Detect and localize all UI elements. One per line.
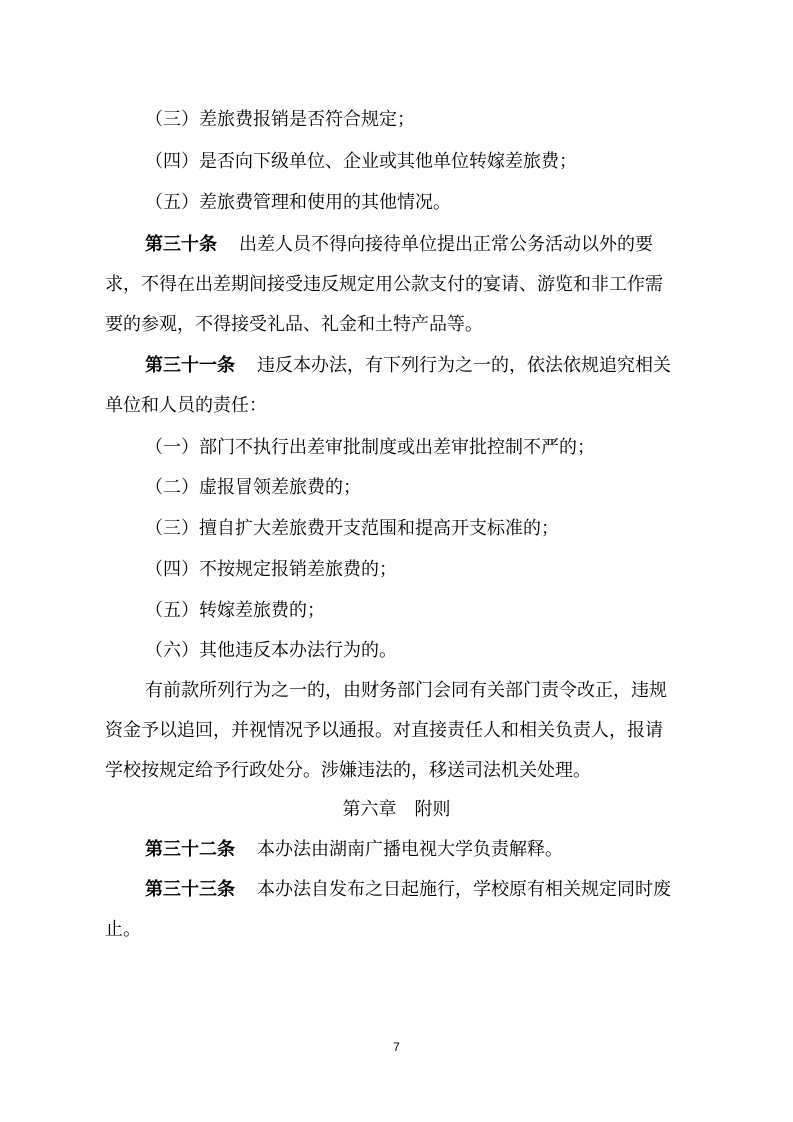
list-item: （三）擅自扩大差旅费开支范围和提高开支标准的； — [145, 518, 559, 539]
paragraph-line: 有前款所列行为之一的，由财务部门会同有关部门责令改正，违规 — [145, 680, 667, 701]
article-31-first-line — [145, 354, 705, 378]
article-32-text: 本办法由湖南广播电视大学负责解释。 — [257, 839, 563, 860]
list-item: （三）差旅费报销是否符合规定； — [145, 109, 415, 130]
paragraph-line: 资金予以追回，并视情况予以通报。对直接责任人和相关负责人，报请 — [105, 720, 663, 741]
list-item: （六）其他违反本办法行为的。 — [145, 640, 397, 661]
article-33-first-line — [145, 878, 705, 902]
list-item: （五）差旅费管理和使用的其他情况。 — [145, 192, 451, 213]
article-31-line: 单位和人员的责任： — [105, 395, 267, 416]
list-item: （二）虚报冒领差旅费的； — [145, 477, 361, 498]
article-31-label: 第三十一条 — [145, 355, 235, 376]
article-32-label: 第三十二条 — [145, 839, 235, 860]
paragraph-line: 学校按规定给予行政处分。涉嫌违法的，移送司法机关处理。 — [105, 760, 591, 781]
article-30-text: 出差人员不得向接待单位提出正常公务活动以外的要 — [239, 234, 653, 255]
list-item: （一）部门不执行出差审批制度或出差审批控制不严的； — [145, 437, 595, 458]
article-33-line: 止。 — [105, 919, 141, 940]
article-31-text: 违反本办法，有下列行为之一的，依法依规追究相关 — [257, 355, 671, 376]
article-33-label: 第三十三条 — [145, 879, 235, 900]
article-30-first-line — [145, 233, 705, 257]
article-30-line: 求，不得在出差期间接受违反规定用公款支付的宴请、游览和非工作需 — [105, 274, 663, 295]
article-30-line: 要的参观，不得接受礼品、礼金和土特产品等。 — [105, 314, 483, 335]
article-33-text: 本办法自发布之日起施行，学校原有相关规定同时废 — [257, 879, 671, 900]
article-30-label: 第三十条 — [145, 234, 217, 255]
list-item: （五）转嫁差旅费的； — [145, 600, 325, 621]
article-32-line — [145, 838, 705, 862]
list-item: （四）不按规定报销差旅费的； — [145, 559, 397, 580]
chapter-heading: 第六章 附则 — [342, 799, 451, 820]
list-item: （四）是否向下级单位、企业或其他单位转嫁差旅费； — [145, 151, 577, 172]
page-number: 7 — [393, 1040, 400, 1054]
